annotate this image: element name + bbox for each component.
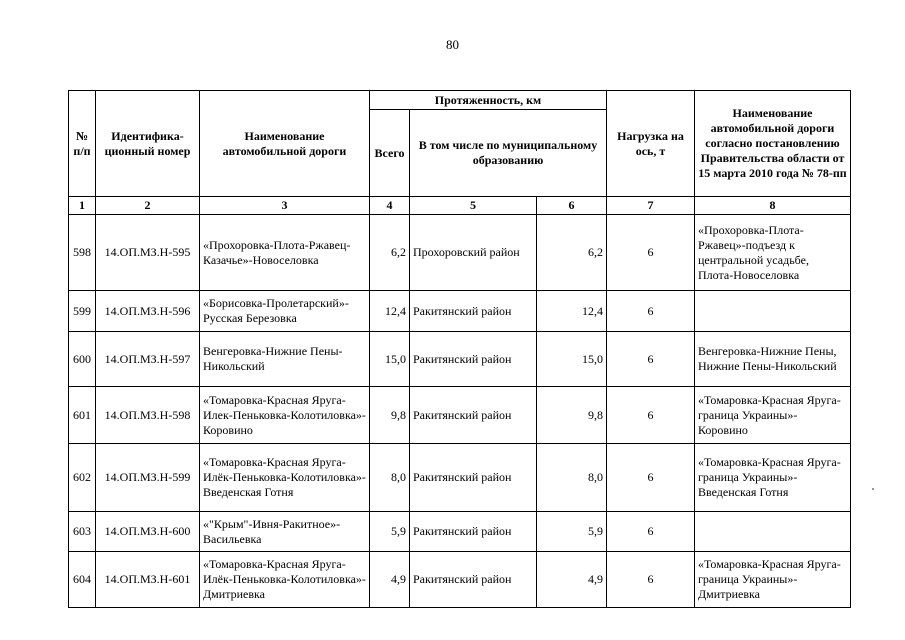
district-length: 5,9 xyxy=(537,512,607,552)
road-name: Венгеровка-Нижние Пены-Никольский xyxy=(200,332,370,387)
column-number-row xyxy=(69,197,851,215)
roads-table xyxy=(68,90,851,608)
decree-name: «Томаровка-Красная Яруга-граница Украины»-Коровино xyxy=(695,387,851,444)
column-number: 8 xyxy=(695,197,851,215)
road-name: «Томаровка-Красная Яруга-Илёк-Пеньковка-Колотиловка»-Дмитриевка xyxy=(200,552,370,608)
header-total: Всего xyxy=(370,110,410,197)
axle-load: 6 xyxy=(607,444,695,512)
column-number: 7 xyxy=(607,197,695,215)
road-id: 14.ОП.МЗ.Н-596 xyxy=(96,291,200,332)
decree-name: Венгеровка-Нижние Пены, Нижние Пены-Никольский xyxy=(695,332,851,387)
header-num: № п/п xyxy=(69,91,96,197)
length-total: 4,9 xyxy=(370,552,410,608)
district-length: 4,9 xyxy=(537,552,607,608)
row-number: 598 xyxy=(69,215,96,291)
column-number: 6 xyxy=(537,197,607,215)
road-id: 14.ОП.МЗ.Н-597 xyxy=(96,332,200,387)
column-number: 2 xyxy=(96,197,200,215)
decree-name: «Томаровка-Красная Яруга-граница Украины»-Дмитриевка xyxy=(695,552,851,608)
header-municipal: В том числе по муниципальному образованию xyxy=(410,110,607,197)
length-total: 8,0 xyxy=(370,444,410,512)
row-number: 601 xyxy=(69,387,96,444)
row-number: 599 xyxy=(69,291,96,332)
table-row xyxy=(69,512,851,552)
district-name: Ракитянский район xyxy=(410,552,537,608)
table-row xyxy=(69,332,851,387)
length-total: 6,2 xyxy=(370,215,410,291)
district-name: Ракитянский район xyxy=(410,387,537,444)
district-name: Ракитянский район xyxy=(410,291,537,332)
header-id: Идентифика-ционный номер xyxy=(96,91,200,197)
axle-load: 6 xyxy=(607,291,695,332)
length-total: 5,9 xyxy=(370,512,410,552)
table-row xyxy=(69,215,851,291)
column-number: 1 xyxy=(69,197,96,215)
district-length: 12,4 xyxy=(537,291,607,332)
row-number: 602 xyxy=(69,444,96,512)
row-number: 600 xyxy=(69,332,96,387)
header-load: Нагрузка на ось, т xyxy=(607,91,695,197)
axle-load: 6 xyxy=(607,512,695,552)
table-row xyxy=(69,291,851,332)
length-total: 9,8 xyxy=(370,387,410,444)
district-name: Ракитянский район xyxy=(410,512,537,552)
road-name: «Прохоровка-Плота-Ржавец-Казачье»-Новоселовка xyxy=(200,215,370,291)
axle-load: 6 xyxy=(607,332,695,387)
decree-name: «Томаровка-Красная Яруга-граница Украины»-Введенская Готня xyxy=(695,444,851,512)
length-total: 15,0 xyxy=(370,332,410,387)
decree-name xyxy=(695,512,851,552)
table-row xyxy=(69,444,851,512)
district-length: 8,0 xyxy=(537,444,607,512)
row-number: 603 xyxy=(69,512,96,552)
district-name: Прохоровский район xyxy=(410,215,537,291)
road-name: «Борисовка-Пролетарский»-Русская Березовка xyxy=(200,291,370,332)
decree-name xyxy=(695,291,851,332)
road-id: 14.ОП.МЗ.Н-601 xyxy=(96,552,200,608)
road-id: 14.ОП.МЗ.Н-595 xyxy=(96,215,200,291)
road-id: 14.ОП.МЗ.Н-600 xyxy=(96,512,200,552)
district-name: Ракитянский район xyxy=(410,332,537,387)
road-name: «Томаровка-Красная Яруга-Илек-Пеньковка-Колотиловка»-Коровино xyxy=(200,387,370,444)
header-length-group: Протяженность, км xyxy=(370,91,607,110)
district-length: 15,0 xyxy=(537,332,607,387)
column-number: 4 xyxy=(370,197,410,215)
column-number: 3 xyxy=(200,197,370,215)
scan-artifact xyxy=(872,488,874,490)
road-id: 14.ОП.МЗ.Н-598 xyxy=(96,387,200,444)
column-number: 5 xyxy=(410,197,537,215)
length-total: 12,4 xyxy=(370,291,410,332)
header-name: Наименование автомобильной дороги xyxy=(200,91,370,197)
district-name: Ракитянский район xyxy=(410,444,537,512)
road-name: «"Крым"-Ивня-Ракитное»-Васильевка xyxy=(200,512,370,552)
row-number: 604 xyxy=(69,552,96,608)
page-number: 80 xyxy=(446,37,459,52)
axle-load: 6 xyxy=(607,387,695,444)
table-row xyxy=(69,552,851,608)
header-decree: Наименование автомобильной дороги согласно постановлению Правительства области от 15 марта 2010 года № 78-пп xyxy=(695,91,851,197)
district-length: 6,2 xyxy=(537,215,607,291)
road-name: «Томаровка-Красная Яруга-Илёк-Пеньковка-Колотиловка»-Введенская Готня xyxy=(200,444,370,512)
road-id: 14.ОП.МЗ.Н-599 xyxy=(96,444,200,512)
axle-load: 6 xyxy=(607,552,695,608)
axle-load: 6 xyxy=(607,215,695,291)
district-length: 9,8 xyxy=(537,387,607,444)
decree-name: «Прохоровка-Плота-Ржавец»-подъезд к центральной усадьбе, Плота-Новоселовка xyxy=(695,215,851,291)
table-row xyxy=(69,387,851,444)
